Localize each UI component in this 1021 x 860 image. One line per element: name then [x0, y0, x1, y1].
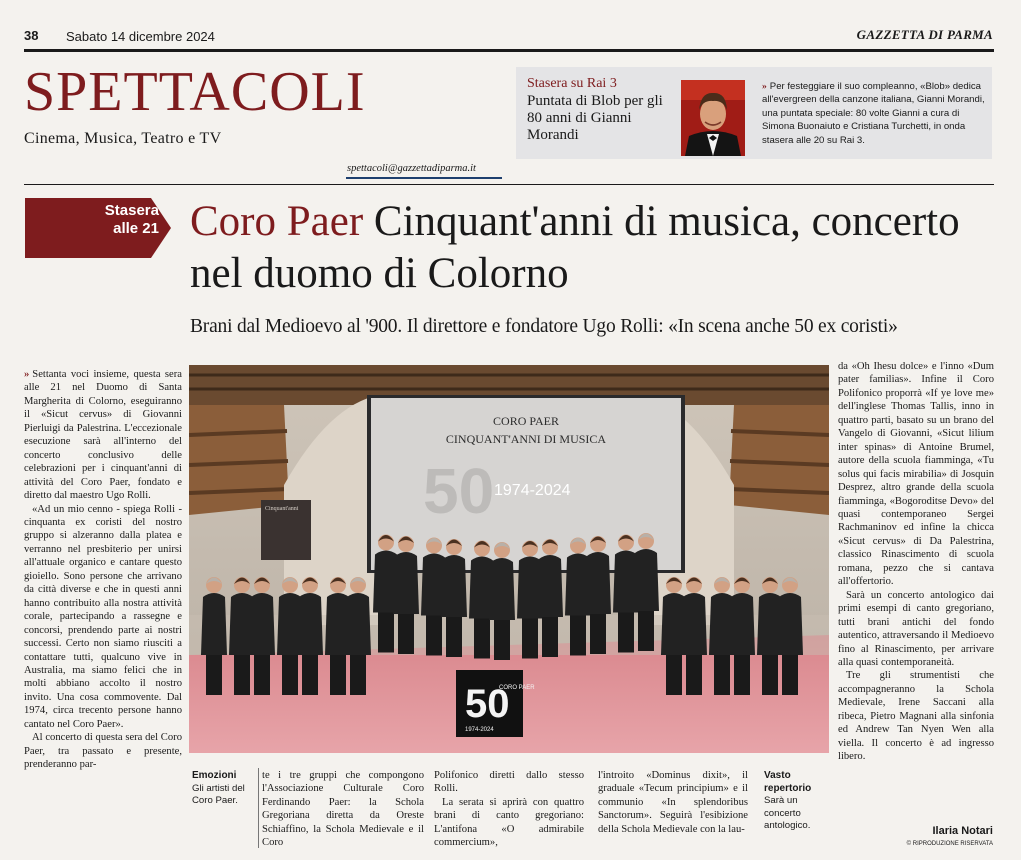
logo-text: CORO PAER [499, 685, 535, 691]
teaser-portrait-photo [681, 80, 745, 156]
copyright-notice: © RIPRODUZIONE RISERVATA [906, 841, 993, 847]
badge-line2: alle 21 [113, 220, 159, 237]
stand-text: Cinquant'anni [265, 506, 299, 512]
article-signature: Ilaria Notari [932, 825, 993, 837]
section-subtitle: Cinema, Musica, Teatro e TV [24, 130, 222, 147]
logo-years: 1974-2024 [465, 727, 494, 733]
caption-vasto-title: Vasto repertorio [764, 770, 812, 794]
logo-number: 50 [465, 682, 510, 726]
article-headline [190, 196, 1010, 300]
headline-red: Coro Paer [190, 198, 364, 245]
screen-50-graphic: 50 [423, 455, 495, 527]
page-number: 38 [24, 28, 39, 43]
choir-photo [189, 365, 829, 753]
article-column-4: l'introito «Dominus dixit», il graduale «Tecum principium» e il communio «In splendoribus Sanctorum». Seguirà l'esibizione della Schola Medievale con la lau- [598, 770, 748, 835]
caption-vasto-body: Sarà un concerto antologico. [764, 795, 811, 831]
screen-line2: CINQUANT'ANNI DI MUSICA [445, 432, 607, 446]
article-column-2: te i tre gruppi che compongono l'Associazione Culturale Coro Ferdinando Paer: la Schola Gregoriana diretta da Oreste Schiaffino, la Schola Medievale e il Coro [262, 770, 424, 849]
article-column-3 [434, 769, 584, 850]
page-date: Sabato 14 dicembre 2024 [66, 29, 215, 44]
section-rule [24, 184, 994, 185]
teaser-marker: » [762, 81, 767, 92]
caption-vasto [764, 770, 826, 833]
header-rule [24, 49, 994, 52]
stasera-badge-text [25, 202, 159, 238]
col1-para-3: Al concerto di questa sera del Coro Paer, tra passato e presente, prenderanno par- [24, 732, 182, 771]
teaser-title: Puntata di Blob per gli 80 anni di Gianni Morandi [527, 93, 663, 143]
caption-emozioni [192, 770, 254, 808]
teaser-body [762, 80, 990, 147]
col1-para-1-text: Settanta voci insieme, questa sera alle 21 nel Duomo di Santa Margherita di Colorno, eseguiranno il «Sicut cervus» di Giovanni Pierluigi da Palestrina. L'eccezionale esecuzione sarà all'interno del concerto conclusivo delle celebrazioni per i cinquant'anni di attività del Coro Paer, fondato e diretto dal maestro Ugo Rolli. [24, 369, 182, 502]
col3-para-1: Polifonico diretti dallo stesso Rolli. [434, 770, 584, 795]
article-marker: » [24, 369, 30, 380]
col5-para-3: Tre gli strumentisti che accompagneranno la Schola Medievale, Irene Saccani alla ribeca, Pietro Magnani alla sinfonia ed Andrew Tan Nyen Wen alla viella. Il concerto è ad ingresso libero. [838, 670, 994, 763]
headline-rest: Cinquant'anni di musica, concerto nel duomo di Colorno [190, 198, 960, 297]
caption-emozioni-body: Gli artisti del Coro Paer. [192, 782, 245, 806]
col1-para-1 [24, 368, 182, 503]
caption-divider [258, 768, 259, 848]
section-title: SPETTACOLI [24, 61, 366, 123]
col3-para-2: La serata si aprirà con quattro brani di canto gregoriano: L'antifona «O admirabile commercium», [434, 796, 584, 849]
badge-line1: Stasera [104, 202, 159, 219]
article-subhead: Brani dal Medioevo al '900. Il direttore e fondatore Ugo Rolli: «In scena anche 50 ex coristi» [190, 316, 898, 337]
masthead: GAZZETTA DI PARMA [856, 27, 993, 42]
section-email[interactable]: spettacoli@gazzettadiparma.it [347, 163, 476, 174]
col5-para-1: da «Oh Ihesu dolce» e l'inno «Dum pater familias». Infine il Coro Polifonico proporrà «If ye love me» dell'inglese Thomas Tallis, inno in quattro parti, basato su un brano del Vangelo di Giovanni, «Sicut lilium inter spinas» di Antoine Brumel, autore della scuola fiamminga, «Tu solus qui facis mirabilia» di Josquin Desprez, altro grande della scuola fiamminga, «Bogoroditse Devo» del quasi contemporaneo Sergei Rachmaninov ed infine la chicca «Sicut cervus» di Da Palestrina, classico Rinascimento di scuola romana, pezzo che si cantava all'offertorio. [838, 361, 994, 588]
teaser-kicker: Stasera su Rai 3 [527, 76, 617, 91]
article-column-1 [24, 368, 182, 772]
article-column-5 [838, 360, 994, 764]
col1-para-2: «Ad un mio cenno - spiega Rolli - cinquanta ex coristi del nostro gruppo si alzeranno dalla platea e verranno nel presbiterio per unirsi all'attuale organico e cantare questo gioiello. Sono persone che arrivano da città diverse e che in questi anni hanno contribuito alla nostra attività corale, partecipando a rassegne e concorsi, prendendo parte ai nostri successi. Certo non siamo riusciti a contattare tutti, qualcuno vive in Australia, ma siamo felici che in molti abbiano accolto il nostro invito. Una cosa commovente. Dal 1974, circa trecento persone hanno cantato nel Coro Paer». [24, 503, 182, 730]
teaser-body-text: Per festeggiare il suo compleanno, «Blob» dedica all'evergreen della canzone italiana, Gianni Morandi, una puntata speciale: 80 volte Gianni a cura di Simona Buonaiuto e Cristiana Turchetti, in onda stasera alle 20 su Rai 3. [762, 81, 985, 146]
caption-emozioni-title: Emozioni [192, 770, 237, 781]
screen-line1: CORO PAER [493, 414, 559, 428]
screen-years: 1974-2024 [494, 482, 571, 499]
col5-para-2: Sarà un concerto antologico dai primi esempi di canto gregoriano, tutti brani antichi del fondo autentico, attraversando il Medioevo fino al Rinascimento, per arrivare alla quasi contemporaneità. [838, 589, 994, 668]
email-underline [346, 177, 502, 179]
